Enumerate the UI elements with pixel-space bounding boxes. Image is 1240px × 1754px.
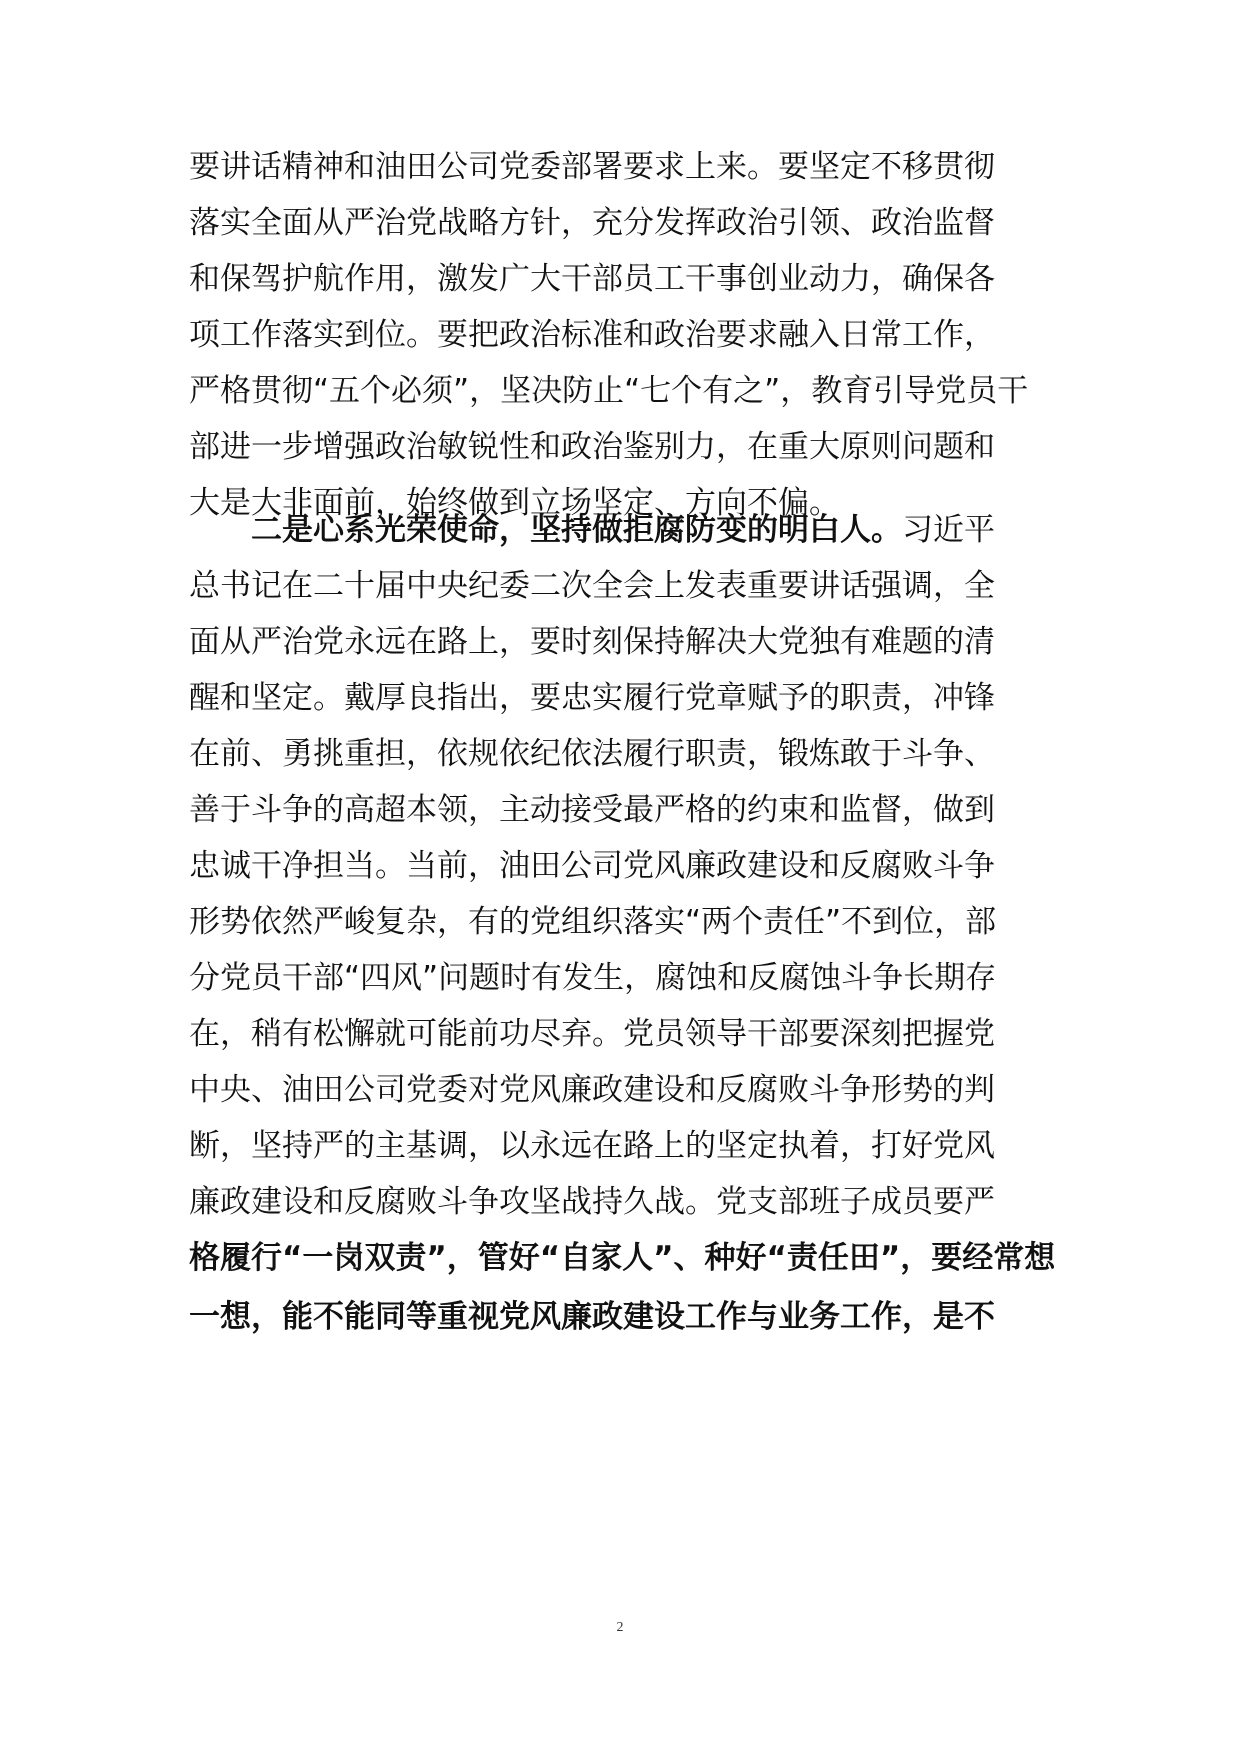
text-line: 忠诚干净担当。当前，油田公司党风廉政建设和反腐败斗争 xyxy=(189,848,995,884)
text-line: 在前、勇挑重担，依规依纪依法履行职责，锻炼敢于斗争、 xyxy=(189,736,995,772)
page-number: 2 xyxy=(616,1620,624,1635)
bold-text-line: 格履行“一岗双责”，管好“自家人”、种好“责任田”，要经常想 xyxy=(189,1240,1056,1276)
text-line: 要讲话精神和油田公司党委部署要求上来。要坚定不移贯彻 xyxy=(189,149,995,185)
bold-text-line: 一想，能不能同等重视党风廉政建设工作与业务工作，是不 xyxy=(189,1299,995,1335)
text-line: 中央、油田公司党委对党风廉政建设和反腐败斗争形势的判 xyxy=(189,1072,995,1108)
text-line: 项工作落实到位。要把政治标准和政治要求融入日常工作， xyxy=(189,317,995,353)
text-line: 醒和坚定。戴厚良指出，要忠实履行党章赋予的职责，冲锋 xyxy=(189,680,995,716)
text-line: 和保驾护航作用，激发广大干部员工干事创业动力，确保各 xyxy=(189,261,995,297)
text-line: 廉政建设和反腐败斗争攻坚战持久战。党支部班子成员要严 xyxy=(189,1184,995,1220)
text-line: 总书记在二十届中央纪委二次全会上发表重要讲话强调，全 xyxy=(189,568,995,604)
text-line: 形势依然严峻复杂，有的党组织落实“两个责任”不到位，部 xyxy=(189,904,997,940)
text-line: 面从严治党永远在路上，要时刻保持解决大党独有难题的清 xyxy=(189,624,995,660)
text-line: 断，坚持严的主基调，以永远在路上的坚定执着，打好党风 xyxy=(189,1128,995,1164)
text-line: 分党员干部“四风”问题时有发生，腐蚀和反腐蚀斗争长期存 xyxy=(189,960,997,996)
text-line: 大是大非面前，始终做到立场坚定、方向不偏。 xyxy=(189,485,840,521)
text-line: 部进一步增强政治敏锐性和政治鉴别力，在重大原则问题和 xyxy=(189,429,995,465)
text-line: 善于斗争的高超本领，主动接受最严格的约束和监督，做到 xyxy=(189,792,995,828)
text-line: 严格贯彻“五个必须”，坚决防止“七个有之”，教育引导党员干 xyxy=(189,373,1029,409)
paragraph-heading-continuation: 习近平 xyxy=(902,512,995,548)
paragraph-heading: 二是心系光荣使命，坚持做拒腐防变的明白人。 xyxy=(251,512,902,548)
paragraph-first-line xyxy=(251,510,995,550)
text-line: 在，稍有松懈就可能前功尽弃。党员领导干部要深刻把握党 xyxy=(189,1016,995,1052)
text-line: 落实全面从严治党战略方针，充分发挥政治引领、政治监督 xyxy=(189,205,995,241)
